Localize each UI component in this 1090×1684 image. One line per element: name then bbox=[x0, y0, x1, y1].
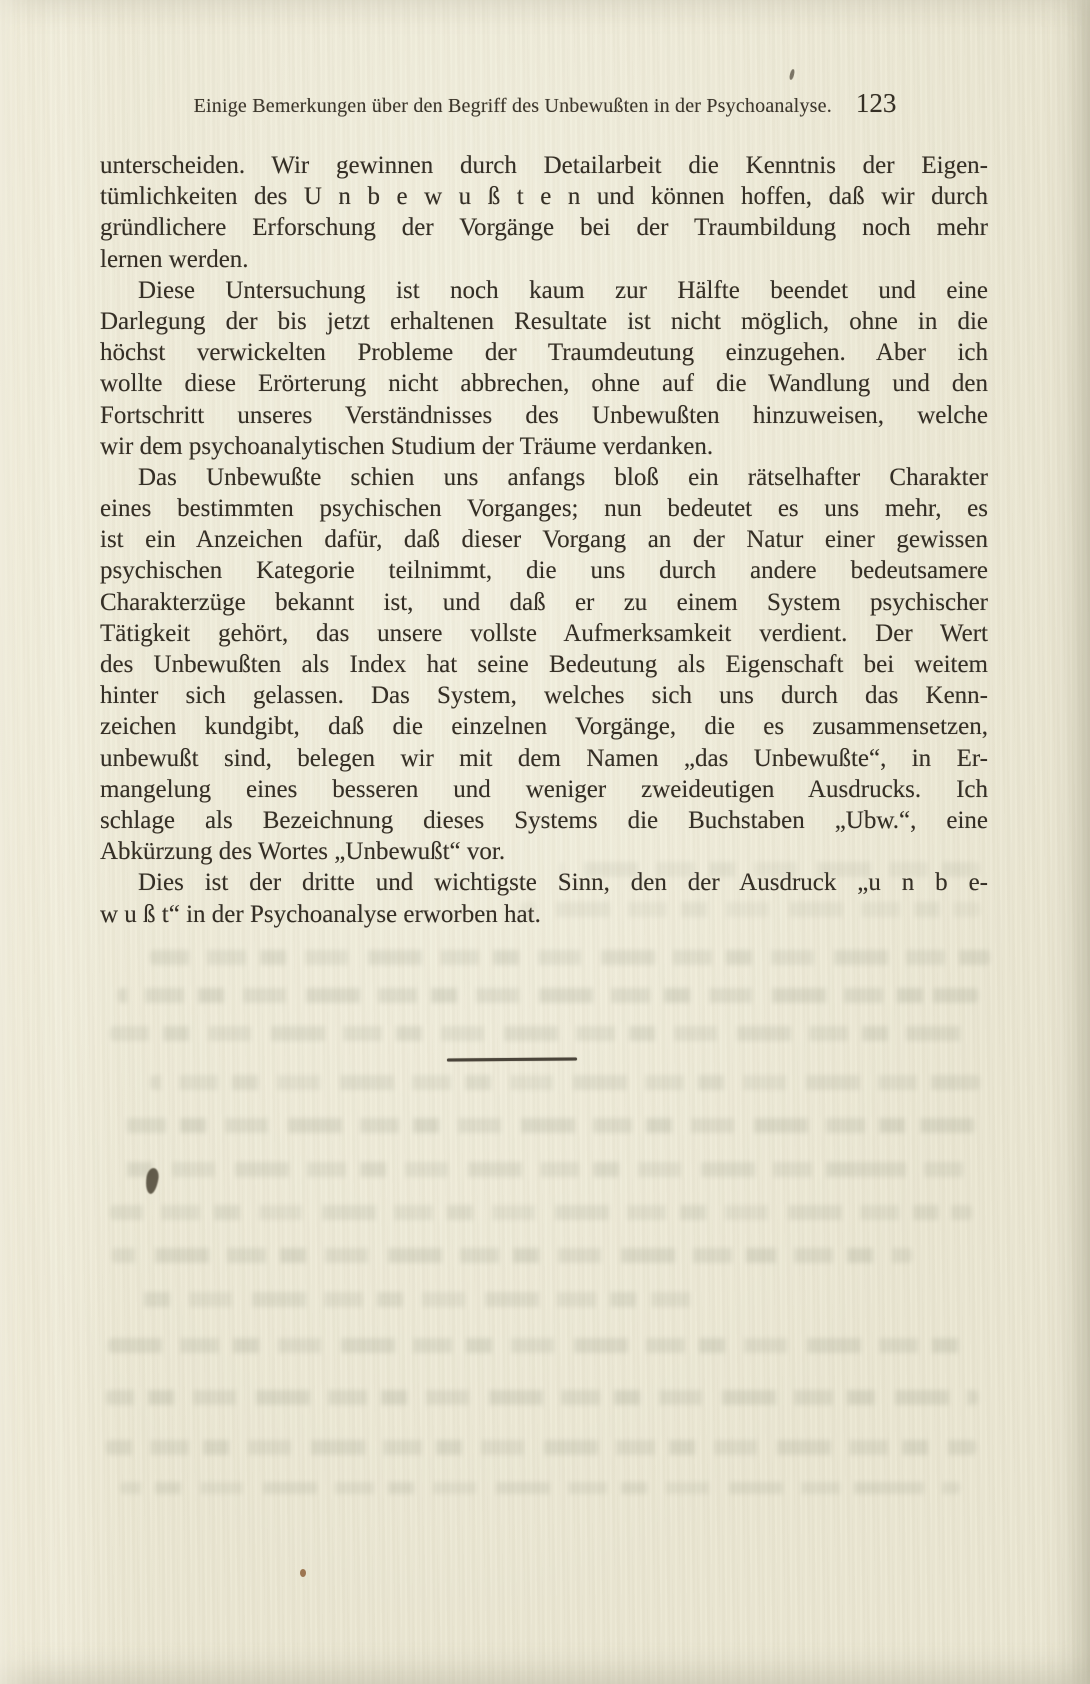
text-line: Diese Untersuchung ist noch kaum zur Hälfte beendet und eine bbox=[138, 276, 988, 304]
text-line: unterscheiden. Wir gewinnen durch Detailarbeit die Kenntnis der Eigen- bbox=[100, 152, 988, 179]
bleedthrough-line bbox=[110, 1118, 975, 1133]
page-number: 123 bbox=[855, 88, 897, 118]
bleedthrough-line bbox=[112, 1248, 912, 1263]
text-line: schlage als Bezeichnung dieses Systems die Buchstaben „Ubw.“, eine bbox=[100, 806, 988, 834]
dust-fleck bbox=[789, 69, 796, 81]
running-header-title: Einige Bemerkungen über den Begriff des Unbewußten in der Psychoanalyse. bbox=[193, 95, 832, 117]
bleedthrough-line bbox=[110, 1026, 978, 1041]
bleedthrough-line bbox=[120, 1482, 960, 1494]
text-line: wir dem psychoanalytischen Studium der Träume verdanken. bbox=[100, 432, 714, 460]
bleedthrough-line bbox=[122, 1162, 972, 1177]
bleedthrough-line bbox=[150, 1075, 980, 1090]
text-line: gründlichere Erforschung der Vorgänge bei der Traumbildung noch mehr bbox=[100, 214, 988, 242]
text-line: hinter sich gelassen. Das System, welches sich uns durch das Kenn- bbox=[100, 682, 988, 710]
text-line: Darlegung der bis jetzt erhaltenen Resultate ist nicht möglich, ohne in die bbox=[100, 307, 988, 335]
text-line: unbewußt sind, belegen wir mit dem Namen „das Unbewußte“, in Er- bbox=[100, 744, 988, 772]
text-line: tümlichkeiten des U n b e w u ß t e n und können hoffen, daß wir durch bbox=[100, 183, 988, 211]
bleedthrough-line bbox=[520, 902, 980, 917]
text-line: des Unbewußten als Index hat seine Bedeutung als Eigenschaft bei weitem bbox=[100, 651, 988, 678]
text-line: ist ein Anzeichen dafür, daß dieser Vorgang an der Natur einer gewissen bbox=[100, 526, 988, 554]
text-line: Charakterzüge bekannt ist, und daß er zu einem System psychischer bbox=[100, 588, 988, 616]
bleedthrough-line bbox=[140, 1292, 700, 1307]
section-divider-rule bbox=[447, 1057, 577, 1061]
text-line: Das Unbewußte schien uns anfangs bloß ein rätselhafter Charakter bbox=[138, 463, 988, 491]
bleedthrough-line bbox=[110, 1205, 972, 1220]
text-line: Fortschritt unseres Verständnisses des Unbewußten hinzuweisen, welche bbox=[100, 401, 988, 429]
text-line: zeichen kundgibt, daß die einzelnen Vorgänge, die es zusammensetzen, bbox=[100, 713, 988, 741]
text-line: w u ß t“ in der Psychoanalyse erworben hat. bbox=[100, 900, 541, 928]
text-line: psychischen Kategorie teilnimmt, die uns durch andere bedeutsamere bbox=[100, 557, 988, 585]
bleedthrough-line bbox=[150, 950, 990, 965]
bleedthrough-line bbox=[106, 1440, 976, 1455]
text-line: Abkürzung des Wortes „Unbewußt“ vor. bbox=[100, 838, 506, 866]
text-line: lernen werden. bbox=[100, 245, 249, 273]
text-line: Tätigkeit gehört, das unsere vollste Aufmerksamkeit verdient. Der Wert bbox=[100, 619, 988, 647]
brown-speck bbox=[300, 1569, 306, 1577]
body-text bbox=[100, 150, 988, 930]
bleedthrough-line bbox=[108, 1338, 976, 1353]
bleedthrough-line bbox=[118, 988, 978, 1003]
running-header bbox=[100, 88, 990, 119]
text-line: wollte diese Erörterung nicht abbrechen, ohne auf die Wandlung und den bbox=[100, 370, 988, 398]
bleedthrough-line bbox=[106, 1390, 978, 1405]
text-line: mangelung eines besseren und weniger zweideutigen Ausdrucks. Ich bbox=[100, 775, 988, 803]
text-line: höchst verwickelten Probleme der Traumdeutung einzugehen. Aber ich bbox=[100, 339, 988, 367]
bleedthrough-line bbox=[560, 862, 980, 877]
text-line: eines bestimmten psychischen Vorganges; nun bedeutet es uns mehr, es bbox=[100, 495, 988, 523]
text-line: Dies ist der dritte und wichtigste Sinn, den der Ausdruck „u n b e- bbox=[138, 869, 988, 897]
